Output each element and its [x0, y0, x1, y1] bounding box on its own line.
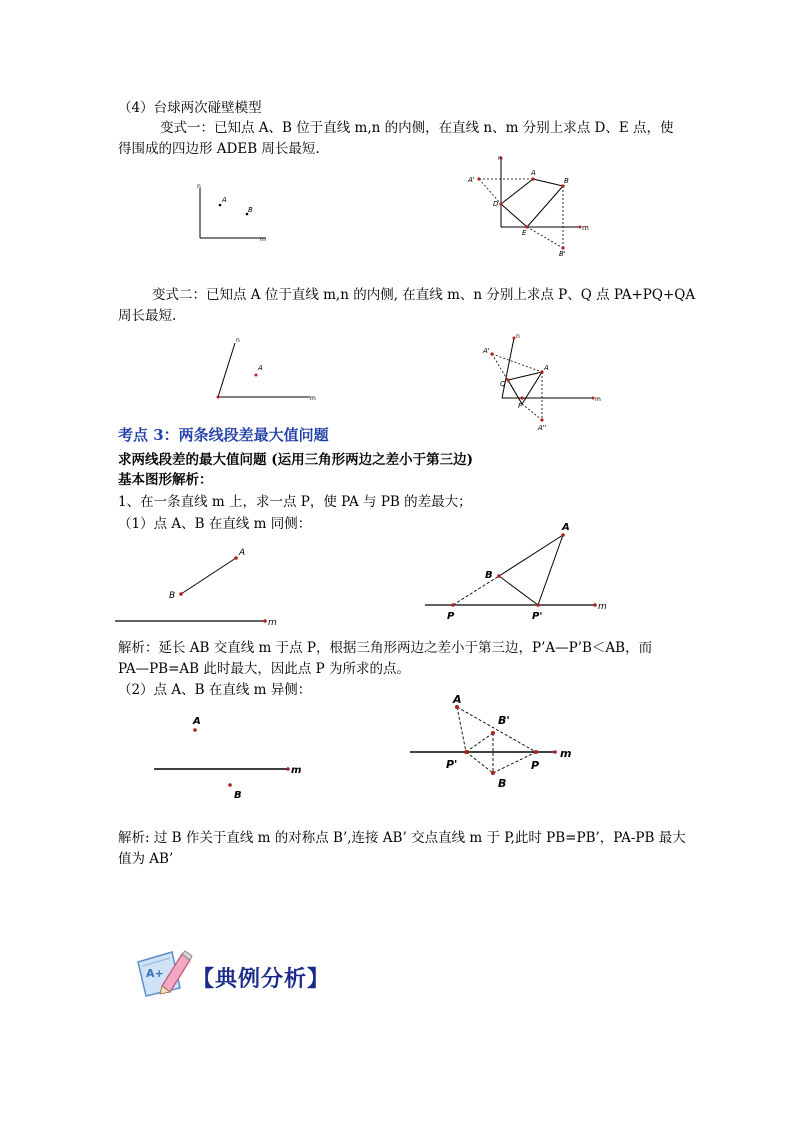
svg-text:P': P' [446, 758, 458, 771]
svg-text:B': B' [498, 714, 510, 727]
section4-heading: （4）台球两次碰壁模型 [118, 100, 262, 116]
svg-text:A: A [562, 522, 570, 533]
svg-text:m: m [291, 765, 302, 776]
banner-title: 【典例分析】 [192, 966, 331, 992]
svg-text:A: A [544, 364, 549, 372]
label-B: B [248, 206, 253, 214]
svg-text:B: B [498, 777, 507, 790]
figure-case2-given [150, 710, 320, 809]
svg-text:P': P' [532, 611, 543, 622]
analysis2-line1: 解析: 过 B 作关于直线 m 的对称点 B’,连接 AB’ 交点直线 m 于 P,此时 PB=PB’，PA-PB 最大 [118, 830, 686, 846]
svg-text:A+: A+ [146, 967, 164, 980]
svg-text:A': A' [483, 347, 490, 355]
variant1-text-line2: 得围成的四边形 ADEB 周长最短. [118, 141, 320, 157]
svg-text:B: B [564, 177, 569, 185]
svg-text:A: A [193, 716, 201, 727]
label-m: m [260, 236, 266, 243]
svg-text:m: m [595, 396, 601, 403]
svg-text:m: m [268, 618, 277, 628]
svg-text:A: A [239, 548, 246, 558]
figure-v1-solution [465, 152, 595, 266]
svg-text:A'': A'' [538, 424, 547, 432]
point3-title: 考点 3：两条线段差最大值问题 [118, 426, 329, 444]
point3-case2: （2）点 A、B 在直线 m 异侧： [118, 682, 312, 698]
svg-text:n: n [498, 155, 502, 162]
label-A: A [222, 196, 227, 204]
svg-text:P: P [518, 402, 523, 410]
pencil-note-icon [132, 942, 194, 1004]
figure-v2-solution [478, 330, 601, 439]
svg-text:m: m [560, 747, 572, 760]
point3-case1: （1）点 A、B 在直线 m 同侧： [118, 516, 312, 532]
analysis2-line2: 值为 AB’ [118, 851, 174, 867]
svg-text:A: A [531, 169, 536, 177]
figure-case1-given [115, 540, 285, 634]
figure-case1-solution [425, 515, 625, 629]
svg-text:n: n [516, 333, 520, 340]
svg-text:P: P [531, 759, 540, 772]
svg-text:B: B [485, 570, 493, 581]
point3-basic: 基本图形解析： [118, 472, 213, 488]
analysis1-line1: 解析：延长 AB 交直线 m 于点 P，根据三角形两边之差小于第三边，P’A—P’B＜AB，而 [118, 640, 653, 656]
svg-text:m: m [598, 602, 607, 612]
figure-v2-given [210, 335, 320, 409]
svg-text:n: n [236, 337, 240, 344]
variant2-text-line2: 周长最短. [118, 308, 177, 324]
svg-text:B: B [169, 591, 176, 601]
variant2-text-line1: 变式二：已知点 A 位于直线 m,n 的内侧, 在直线 m、n 分别上求点 P、Q 点 PA+PQ+QA [152, 287, 696, 303]
svg-text:B': B' [559, 250, 566, 258]
analysis1-line2: PA—PB=AB 此时最大，因此点 P 为所求的点。 [118, 661, 411, 677]
label-n: n [197, 183, 201, 190]
point3-item1: 1、在一条直线 m 上，求一点 P，使 PA 与 PB 的差最大； [118, 494, 472, 510]
svg-text:B: B [234, 790, 242, 801]
svg-text:D: D [493, 200, 499, 208]
svg-text:A': A' [468, 176, 475, 184]
figure-v1-given [190, 180, 280, 254]
point3-subtitle: 求两线段差的最大值问题 (运用三角形两边之差小于第三边) [118, 452, 473, 468]
svg-text:m: m [310, 395, 316, 402]
svg-text:Q: Q [500, 380, 506, 388]
variant1-text-line1: 变式一：已知点 A、B 位于直线 m,n 的内侧，在直线 n、m 分别上求点 D、E 点，使 [160, 120, 674, 136]
svg-text:m: m [582, 224, 589, 232]
svg-text:E: E [522, 229, 527, 237]
svg-text:P: P [447, 611, 455, 622]
svg-text:A: A [453, 693, 462, 706]
svg-text:A: A [258, 364, 263, 372]
figure-case2-solution [410, 690, 600, 799]
